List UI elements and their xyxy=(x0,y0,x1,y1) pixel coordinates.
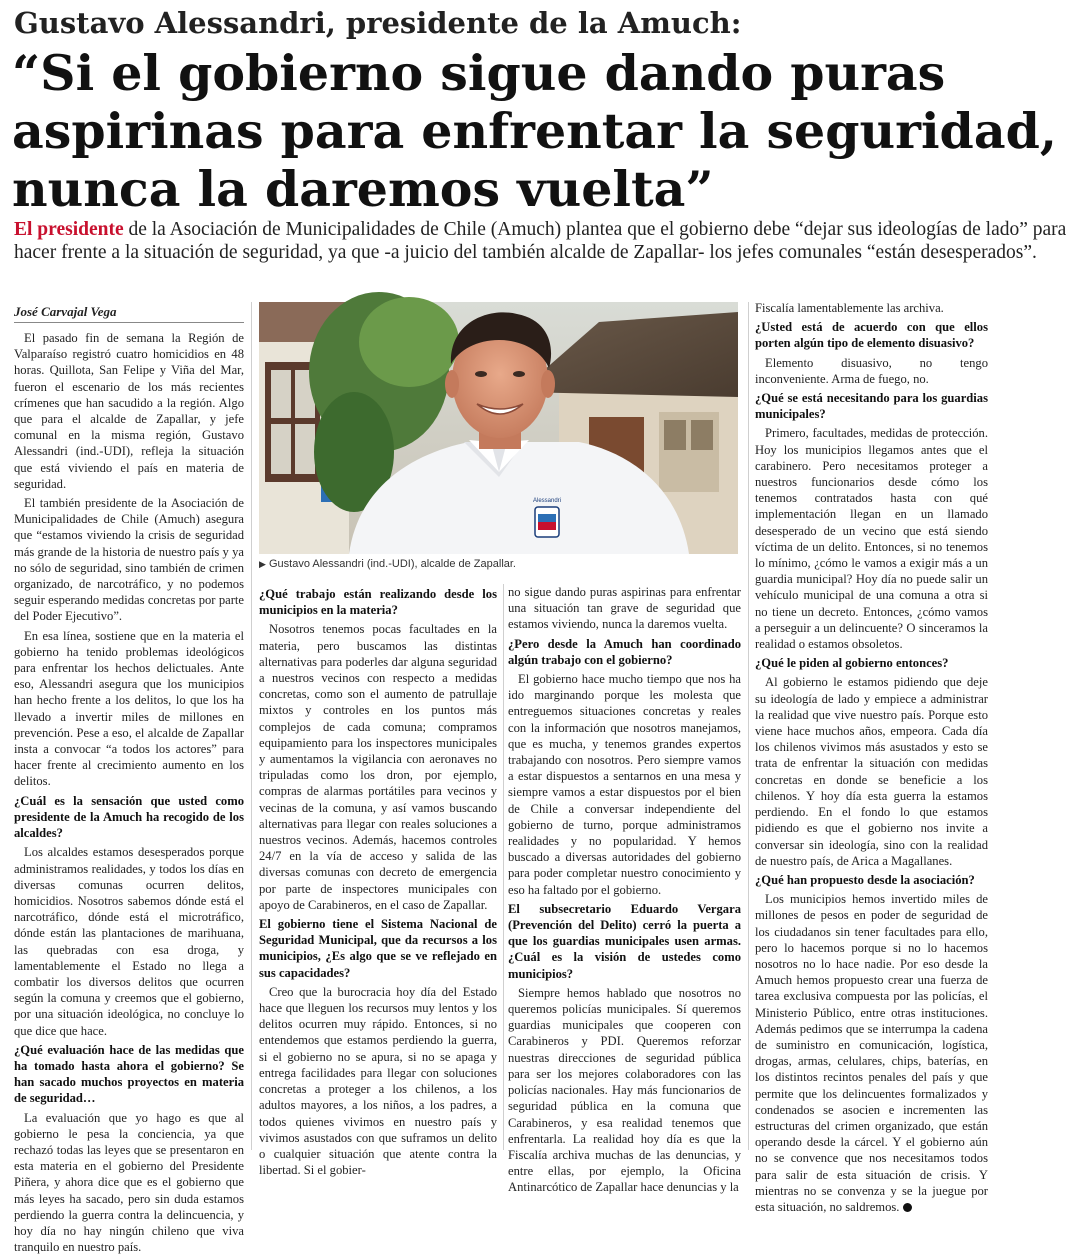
headline xyxy=(12,44,1057,218)
lead-text: de la Asociación de Municipalidades de Chile (Amuch) plantea que el gobierno debe “dejar sus ideologías de lado” para xyxy=(123,219,1066,240)
shirt-logo-text: Alessandri xyxy=(532,498,562,504)
article-paragraph: Al gobierno le estamos pidiendo que deje su ideología de lado y empiece a administrar la realidad que vive nuestro país. Porque esto viene hace muchos años, empeora. Cada día los chilenos vivimos más asustados y esto se trata de enfrentar la situación con medidas concretas en donde se beneficie a los chilenos. Y hoy día esta guerra la estamos perdiendo. En el fondo lo que estamos pidiendo es que el gobierno nos invite a conversar sin ideología, sino con la realidad de nuestro país, de Arica a Magallanes. xyxy=(755,675,988,868)
article-paragraph: El también presidente de la Asociación de Municipalidades de Chile (Amuch) asegura que “estamos viviendo la crisis de seguridad más grande de la historia de nuestro país y ya no sólo de seguridad, sino también de crimen organizado, de narcotráfico, y no podemos seguir esperando medidas concretas por parte del Poder Ejecutivo”. xyxy=(14,496,244,624)
column-divider xyxy=(748,302,749,1150)
headline-line: “Si el gobierno sigue dando puras xyxy=(12,44,946,102)
lead-highlight: El presidente xyxy=(14,219,124,240)
lead-paragraph xyxy=(14,218,1066,264)
lead-line xyxy=(14,218,1066,241)
kicker: Gustavo Alessandri, presidente de la Amuch: xyxy=(14,6,742,40)
article-paragraph: Nosotros tenemos pocas facultades en la materia, pero buscamos las distintas alternativas para poderles dar alguna seguridad a nuestros vecinos con respecto a medidas concretas, como son el aumento de patrullaje mixtos y controles en los puntos más complejos de cada comuna; compramos equipamiento para los inspectores municipales y aumentamos la vigilancia con aeronaves no tripuladas como los dron, por ejemplo, compras de alarmas portátiles para vecinos y vecinas de la comuna, y así vamos buscando alternativas para llegar con reales soluciones a nuestros vecinos. Además, hacemos controles 24/7 en la vía de acceso y salida de las diversas comunas con decreto de emergencia por parte de inspectores municipales con apoyo de Carabineros, en el caso de Zapallar. xyxy=(259,622,497,912)
interview-question: ¿Pero desde la Amuch han coordinado algún trabajo con el gobierno? xyxy=(508,636,741,667)
article-column-2 xyxy=(259,584,497,1178)
end-mark-icon xyxy=(903,1203,912,1212)
photo-caption xyxy=(259,558,738,570)
article-paragraph: En esa línea, sostiene que en la materia el gobierno ha tenido problemas ideológicos para enfrentar los hechos delictuales. Ante eso, Alessandri asegura que los municipios han hecho frente a los delitos, lo que los ha llevado a invertir miles de millones en prevención. Pese a eso, el alcalde de Zapallar insta a convocar “a todos los actores” para hacer frente al crecimiento aumento en los delitos. xyxy=(14,628,244,789)
article-paragraph: Siempre hemos hablado que nosotros no queremos policías municipales. Sí queremos guardias municipales que cooperen con Carabineros y PDI. Queremos reforzar nuestras direcciones de seguridad pública para ser los mejores colaboradores con las policías nacionales. Hay más funcionarios de seguridad pública en la comuna que Carabineros, y esa realidad tenemos que enfrentarla. La realidad hoy día es que la Fiscalía archiva muchas de las denuncias, y entre ellas, por ejemplo, la Oficina Antinarcótico de Zapallar hace denuncias y la xyxy=(508,985,741,1195)
article-paragraph: Elemento disuasivo, no tengo inconveniente. Arma de fuego, no. xyxy=(755,355,988,386)
interview-question: ¿Cuál es la sensación que usted como presidente de la Amuch ha recogido de los alcaldes? xyxy=(14,793,244,841)
article-column-1 xyxy=(14,330,244,1255)
article-paragraph: El pasado fin de semana la Región de Valparaíso registró cuatro homicidios en 48 horas. Quillota, San Felipe y Viña del Mar, fueron el escenario de los más recientes crímenes que han sacudido a la región. Algo que para el alcalde de Zapallar, y jefe comunal en la misma región, Gustavo Alessandri (ind.-UDI), refleja la situación que está viviendo el país en materia de seguridad. xyxy=(14,331,244,491)
article-paragraph: El gobierno hace mucho tiempo que nos ha ido marginando porque les molesta que entreguemos situaciones concretas y reales con la información que nosotros manejamos, que es mucha, y tenemos grandes expertos trabajando con nosotros. Pero siempre vamos a estar dispuestos a sentarnos en una mesa y siempre vamos a estar dispuestos por el bien de Chile a conversar independiente del gobierno de turno, porque administramos realidades y no popularidad. Y hemos buscado a diversas autoridades del gobierno para poder completar nuestro conocimiento y eso ha faltado por el gobierno. xyxy=(508,672,741,897)
column-divider xyxy=(251,302,252,1150)
byline: José Carvajal Vega xyxy=(14,304,117,319)
interview-question: El subsecretario Eduardo Vergara (Prevención del Delito) cerró la puerta a que los guardias municipales usen armas. ¿Cuál es la visión de ustedes como municipios? xyxy=(508,901,741,981)
interview-question: ¿Qué trabajo están realizando desde los municipios en la materia? xyxy=(259,587,497,618)
article-paragraph: Primero, facultades, medidas de protección. Hoy los municipios llegamos antes que el carabinero. Pero necesitamos proteger a nuestros funcionarios desde cómo los tenemos contratados hasta con qué implementación llegan en un llamado desesperado de un vecino que está siendo víctima de un delito. Entonces, si no tenemos lo mínimo, ¿cómo le vamos a exigir más a un guardia municipal? Hoy día no puede salir un vehículo municipal de una comuna a otra si no tiene un decreto. Entonces, ¿cómo vamos a perseguir a un delincuente? O sinceramos la realidad o estamos obsoletos. xyxy=(755,426,988,652)
headline-line: aspirinas para enfrentar la seguridad, xyxy=(12,102,1057,160)
interview-question: ¿Qué le piden al gobierno entonces? xyxy=(755,656,949,671)
article-paragraph: La evaluación que yo hago es que al gobierno le pesa la conciencia, ya que rechazó todas las leyes que se presentaron en esta materia en el gobierno del Presidente Piñera, y ahora dice que es el gobierno que más leyes ha sacado, pero sin duda estamos perdiendo la guerra contra la delincuencia, y hoy día no hay ningún chileno que viva tranquilo en nuestro país. xyxy=(14,1110,244,1255)
interview-question: El gobierno tiene el Sistema Nacional de Seguridad Municipal, que da recursos a los municipios, ¿Es algo que se ve reflejado en sus capacidades? xyxy=(259,917,497,980)
portrait-illustration xyxy=(259,302,738,554)
article-paragraph: Creo que la burocracia hoy día del Estado hace que lleguen los recursos muy lentos y los delitos ocurren muy rápido. Entonces, si no entendemos que estamos perdiendo la guerra, si el gobierno no se apura, si no se apaga y entrega facilidades para llegar con soluciones concretas a proteger a los chilenos, a los adultos mayores, a los niños, a los padres, a todos quienes vivimos en nuestro país y vivimos asustados con que suframos un delito o cualquier situación que atente contra la libertad. Si el gobier- xyxy=(259,984,497,1178)
caption-triangle-icon: ▶ xyxy=(259,559,266,569)
article-photo xyxy=(259,302,738,554)
column-divider xyxy=(503,584,504,1150)
interview-question: ¿Usted está de acuerdo con que ellos porten algún tipo de elemento disuasivo? xyxy=(755,320,988,351)
shirt-logo xyxy=(533,498,561,537)
headline-line: nunca la daremos vuelta” xyxy=(12,160,714,218)
article-paragraph: Los alcaldes estamos desesperados porque administramos realidades, y todos los días en diversas comunas ocurren delitos, homicidios. Nosotros sabemos dónde está el narcotráfico, dónde está el microtráfico, dónde están las plantaciones de marihuana, las quebradas con esa droga, y lamentablemente el Estado no llega a combatir los diversos delitos que ocurren según la comuna y creemos que el gobierno, por una situación ideológica, no concluye lo que dice que hace. xyxy=(14,845,244,1038)
caption-text: Gustavo Alessandri (ind.-UDI), alcalde de Zapallar. xyxy=(268,558,516,570)
article-column-4 xyxy=(755,300,988,1214)
article-column-3 xyxy=(508,584,741,1195)
paragraph-continued: Fiscalía lamentablemente las archiva. xyxy=(755,301,944,315)
byline-divider xyxy=(14,322,244,323)
interview-question: ¿Qué se está necesitando para los guardias municipales? xyxy=(755,391,988,422)
interview-question: ¿Qué evaluación hace de las medidas que ha tomado hasta ahora el gobierno? Se han sacado muchos proyectos en materia de seguridad… xyxy=(14,1042,244,1106)
interview-question: ¿Qué han propuesto desde la asociación? xyxy=(755,872,975,887)
article-paragraph: Los municipios hemos invertido miles de millones de pesos en poder de seguridad de los ciudadanos sin tener facultades para ello, pero lo hacemos porque si no lo hacemos nosotros no lo hace nadie. Por eso desde la Amuch hemos propuesto crear una fuerza de tarea exclusiva compuesta por las policías, el Ministerio Público, entre otras instituciones. Además pedimos que se interrumpa la cadena de suministro en comunicación, logística, drogas, armas, celulares, chips, baterías, en los distintos recintos penales del país y que permite que los delincuentes formalizados y condenados se asocien e incrementen las estructuras del crimen organizado, que están operando desde la cárcel. Y el gobierno aún no se convence que nos necesitamos todos para salir de esta situación de crisis. Y mientras no se convenza y se la juegue por esta situación, no saldremos. xyxy=(755,892,988,1214)
lead-line: hacer frente a la situación de seguridad, ya que -a juicio del también alcalde de Zapallar- los jefes comunales “están desesperados”. xyxy=(14,242,1037,263)
paragraph-continued: no sigue dando puras aspirinas para enfrentar una situación tan grave de seguridad que estamos viviendo, nunca la daremos vuelta. xyxy=(508,585,741,632)
